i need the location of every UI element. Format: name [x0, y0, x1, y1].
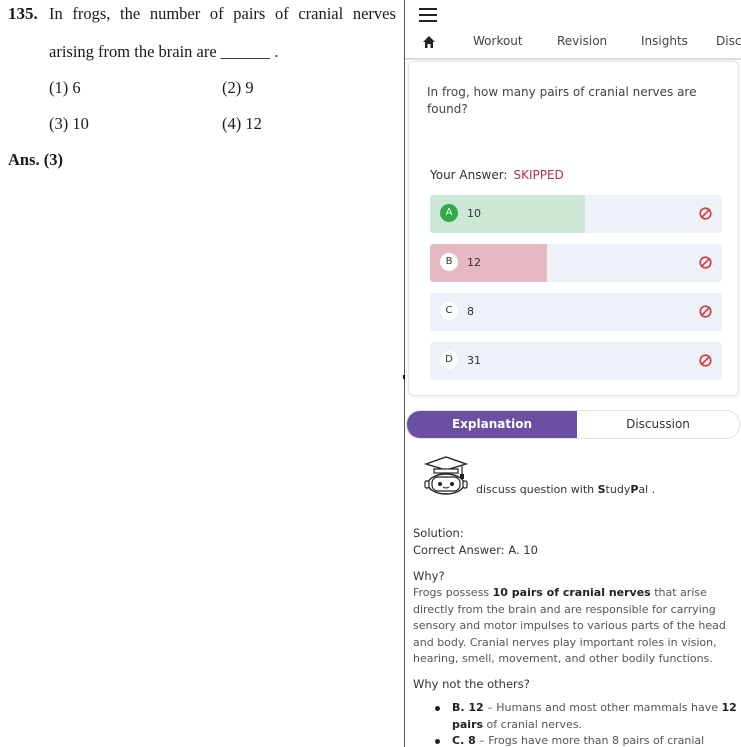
your-answer: [430, 168, 564, 182]
ban-icon: [699, 354, 712, 367]
question-word: pairs: [233, 4, 266, 23]
textbook-answer: Ans. (3): [8, 150, 64, 169]
question-word: the: [120, 4, 141, 23]
question-word: cranial: [298, 4, 344, 23]
explanation-discussion-toggle: [406, 410, 740, 439]
list-item: C. 8 – Frogs have more than 8 pairs of cranial: [435, 733, 741, 747]
tab-explanation[interactable]: Explanation: [407, 411, 577, 438]
tab-underline: [405, 58, 741, 60]
studypal-mascot-icon[interactable]: [422, 456, 472, 498]
tab-workout[interactable]: Workout: [473, 34, 523, 48]
textbook-option-1: (1) 6: [49, 78, 81, 97]
ban-icon: [699, 305, 712, 318]
studypal-prompt[interactable]: discuss question with StudyPal .: [476, 483, 656, 496]
option-letter: B: [440, 253, 458, 271]
option-letter: C: [440, 302, 458, 320]
hamburger-menu-icon[interactable]: [419, 8, 437, 22]
your-answer-label: Your Answer:: [430, 168, 508, 182]
tab-discussion-2[interactable]: Discussion: [626, 417, 690, 431]
question-word: of: [274, 4, 289, 23]
tab-insights[interactable]: Insights: [641, 34, 688, 48]
question-number: 135.: [8, 4, 38, 23]
question-word: of: [209, 4, 224, 23]
why-not-heading: Why not the others?: [413, 677, 530, 691]
textbook-option-2: (2) 9: [222, 78, 254, 97]
option-b[interactable]: [430, 244, 722, 282]
question-word: In: [49, 4, 63, 23]
home-icon[interactable]: [422, 35, 436, 49]
why-heading: Why?: [413, 569, 445, 583]
tab-revision[interactable]: Revision: [557, 34, 608, 48]
option-a[interactable]: [430, 195, 722, 233]
question-text: In frog, how many pairs of cranial nerves are found?: [427, 85, 697, 116]
question-line-2: arising from the brain are ______ .: [49, 42, 279, 61]
ban-icon: [699, 207, 712, 220]
list-item: B. 12 – Humans and most other mammals have 12 pairs of cranial nerves.: [435, 700, 741, 733]
option-value: 12: [467, 256, 481, 269]
your-answer-status: SKIPPED: [513, 168, 564, 182]
question-line-1: [49, 4, 396, 24]
option-c[interactable]: [430, 293, 722, 331]
correct-answer: Correct Answer: A. 10: [413, 543, 538, 557]
why-body: Frogs possess 10 pairs of cranial nerves that arise directly from the brain and are responsible for carrying sensory and motor impulses to various parts of the head and body. Cranial nerves play important roles in vision, hearing, smell, movement, and other bodily functions.: [413, 586, 726, 665]
option-value: 8: [467, 305, 474, 318]
option-d[interactable]: [430, 342, 722, 380]
why-not-list: [435, 700, 741, 747]
textbook-option-3: (3) 10: [49, 114, 89, 133]
option-letter: A: [440, 204, 458, 222]
app-panel: [405, 0, 741, 747]
question-word: frogs,: [72, 4, 111, 23]
ban-icon: [699, 256, 712, 269]
solution-heading: Solution:: [413, 526, 464, 540]
question-word: number: [149, 4, 201, 23]
tab-discussion[interactable]: Disc: [716, 34, 741, 48]
option-letter: D: [440, 351, 458, 369]
option-value: 10: [467, 207, 481, 220]
question-word: nerves: [352, 4, 396, 23]
option-value: 31: [467, 354, 481, 367]
textbook-option-4: (4) 12: [222, 114, 262, 133]
